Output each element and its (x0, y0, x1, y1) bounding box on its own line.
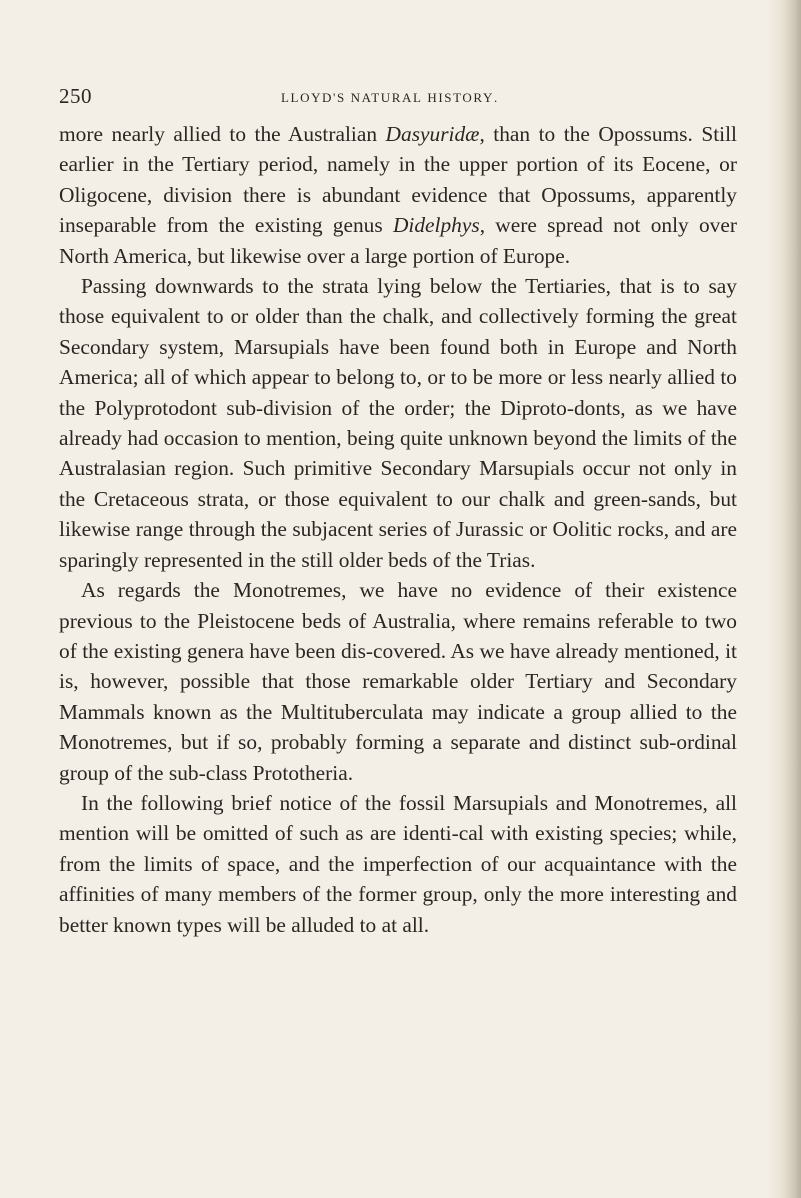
paragraph (59, 271, 737, 575)
page-number: 250 (59, 84, 92, 108)
genus-name-italic: Dasyuridæ (385, 122, 480, 146)
body-text (59, 119, 737, 940)
paragraph (59, 788, 737, 940)
text-run: , than to the Opossums. Still earlier in the Tertiary period, namely in the upper portion of its Eocene, or Oligocene, division there is abundant evidence that Opossums, apparently inseparable from the existing genus (59, 122, 737, 238)
text-run: more nearly allied to the Australian (59, 122, 386, 146)
text-run: Passing downwards to the strata lying below the Tertiaries, that is to say those equivalent to or older than the chalk, and collectively forming the great Secondary system, Marsupials have been found both in Europe and North America; all of which appear to belong to, or to be more or less nearly allied to the Polyprotodont sub-division of the order; the Diproto-donts, as we have already had occasion to mention, being quite unknown beyond the limits of the Australasian region. Such primitive Secondary Marsupials occur not only in the Cretaceous strata, or those equivalent to our chalk and green-sands, but likewise range through the subjacent series of Jurassic or Oolitic rocks, and are sparingly represented in the still older beds of the Trias. (59, 274, 737, 572)
paragraph (59, 575, 737, 788)
running-title: lloyd's natural history. (281, 86, 499, 106)
text-run: , were spread not only over North America, but likewise over a large portion of Europe. (59, 213, 737, 268)
page-header (59, 84, 725, 112)
paragraph (59, 119, 737, 271)
text-run: In the following brief notice of the fossil Marsupials and Monotremes, all mention will be omitted of such as are identi-cal with existing species; while, from the limits of space, and the imperfection of our acquaintance with the affinities of many members of the former group, only the more interesting and better known types will be alluded to at all. (59, 790, 737, 937)
text-run: As regards the Monotremes, we have no evidence of their existence previous to the Pleistocene beds of Australia, where remains referable to two of the existing genera have been dis-covered. As we have already mentioned, it is, however, possible that those remarkable older Tertiary and Secondary Mammals known as the Multituberculata may indicate a group allied to the Monotremes, but if so, probably forming a separate and distinct sub-ordinal group of the sub-class Prototheria. (59, 578, 737, 785)
page-edge-shadow (767, 0, 801, 1198)
genus-name-italic: Didelphys (392, 213, 480, 238)
